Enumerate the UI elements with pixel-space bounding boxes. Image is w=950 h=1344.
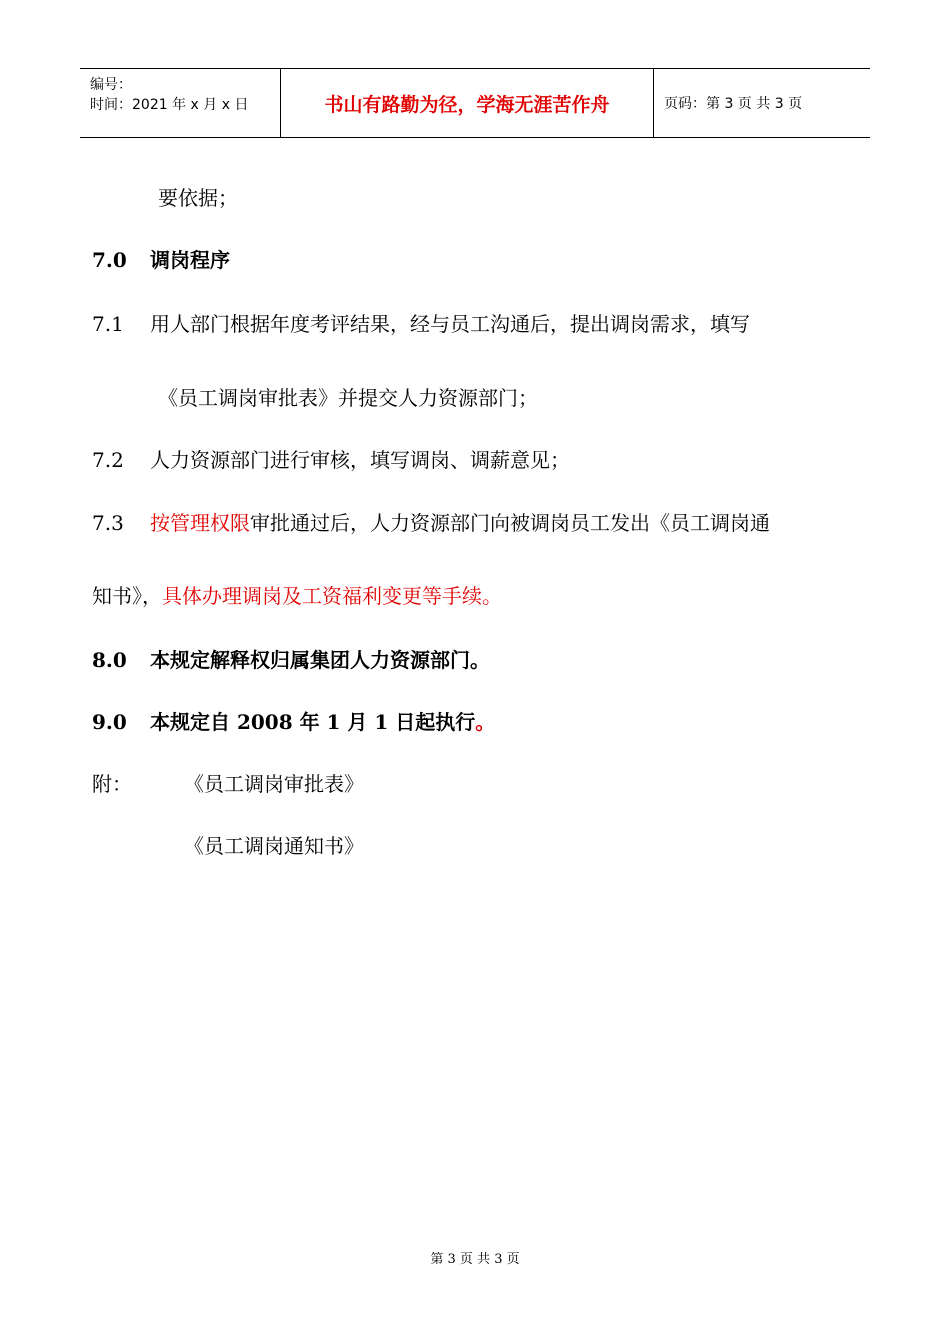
continuation-line: 要依据； bbox=[158, 186, 238, 210]
section-7-0-heading bbox=[92, 244, 230, 273]
section-7-2 bbox=[92, 444, 570, 473]
section-7-3-continued bbox=[92, 580, 502, 609]
highlighted-period: 。 bbox=[475, 710, 496, 734]
highlighted-text: 具体办理调岗及工资福利变更等手续。 bbox=[162, 584, 502, 608]
section-title: 调岗程序 bbox=[150, 248, 230, 272]
document-date: 时间：2021 年 x 月 x 日 bbox=[90, 97, 249, 113]
section-text: 用人部门根据年度考评结果，经与员工沟通后，提出调岗需求，填写 bbox=[150, 312, 750, 336]
section-text: 本规定自 2008 年 1 月 1 日起执行 bbox=[150, 710, 476, 734]
header-motto: 书山有路勤为径，学海无涯苦作舟 bbox=[281, 69, 654, 137]
section-number: 8.0 bbox=[92, 648, 127, 672]
attachments bbox=[92, 768, 364, 797]
header-meta bbox=[80, 69, 281, 137]
section-number: 7.1 bbox=[92, 312, 124, 336]
section-8-0 bbox=[92, 644, 490, 673]
page-footer: 第 3 页 共 3 页 bbox=[430, 1252, 520, 1267]
section-7-1 bbox=[92, 308, 750, 337]
highlighted-text: 按管理权限 bbox=[150, 511, 250, 535]
section-number: 9.0 bbox=[92, 710, 127, 734]
section-7-1-continued: 《员工调岗审批表》并提交人力资源部门； bbox=[158, 386, 538, 410]
attachment-item: 《员工调岗审批表》 bbox=[184, 772, 364, 796]
section-text: 审批通过后，人力资源部门向被调岗员工发出《员工调岗通 bbox=[250, 511, 770, 535]
section-9-0 bbox=[92, 706, 495, 735]
section-number: 7.2 bbox=[92, 448, 124, 472]
attachments-label: 附： bbox=[92, 772, 132, 796]
page-header bbox=[80, 68, 870, 138]
section-number: 7.3 bbox=[92, 511, 124, 535]
section-text: 人力资源部门进行审核，填写调岗、调薪意见； bbox=[150, 448, 570, 472]
attachment-item: 《员工调岗通知书》 bbox=[184, 834, 364, 858]
header-page-info: 页码：第 3 页 共 3 页 bbox=[664, 96, 803, 112]
section-text: 本规定解释权归属集团人力资源部门。 bbox=[150, 648, 490, 672]
section-7-3 bbox=[92, 507, 770, 536]
section-number: 7.0 bbox=[92, 248, 127, 272]
section-text: 知书》， bbox=[92, 584, 162, 608]
document-number-label: 编号： bbox=[90, 77, 132, 93]
